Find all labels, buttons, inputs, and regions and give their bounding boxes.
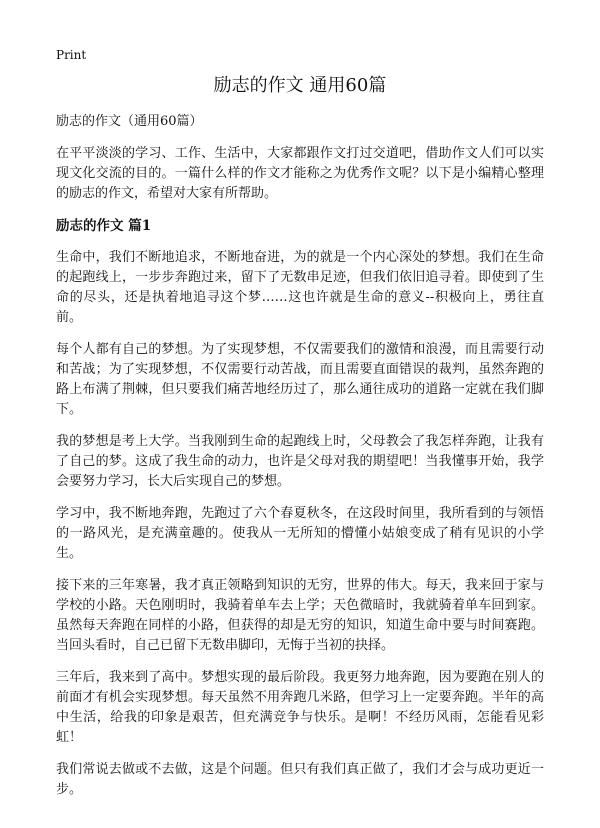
- body-paragraph: 学习中，我不断地奔跑，先跑过了六个春夏秋冬，在这段时间里，我所看到的与领悟的一路风光，是充满童趣的。使我从一无所知的懵懂小姑娘变成了稍有见识的小学生。: [56, 506, 544, 561]
- body-paragraph: 接下来的三年寒暑，我才真正领略到知识的无穷，世界的伟大。每天，我来回于家与学校的小路。天色刚明时，我骑着单车去上学；天色微暗时，我就骑着单车回到家。虽然每天奔跑在同样的小路，但获得的却是无穷的知识，知道生命中要与时间赛跑。当回头看时，自己已留下无数串脚印，无悔于当初的抉择。: [56, 578, 544, 653]
- print-link[interactable]: Print: [56, 48, 87, 62]
- body-paragraph: 每个人都有自己的梦想。为了实现梦想，不仅需要我们的激情和浪漫，而且需要行动和苦战；为了实现梦想，不仅需要行动苦战，而且需要直面错误的裁判，虽然奔跑的路上布满了荆棘，但只要我们痛苦地经历过了，那么通往成功的道路一定就在我们脚下。: [56, 342, 544, 417]
- section-heading: 励志的作文 篇1: [56, 218, 152, 234]
- body-paragraph: 我的梦想是考上大学。当我刚到生命的起跑线上时，父母教会了我怎样奔跑，让我有了自己的梦。这成了我生命的动力，也许是父母对我的期望吧！当我懂事开始，我学会要努力学习，长大后实现自己的梦想。: [56, 434, 544, 489]
- body-paragraph: 生命中，我们不断地追求，不断地奋进，为的就是一个内心深处的梦想。我们在生命的起跑线上，一步步奔跑过来，留下了无数串足迹，但我们依旧追寻着。即使到了生命的尽头，还是执着地追寻这个梦……这也许就是生命的意义--积极向上，勇往直前。: [56, 250, 544, 325]
- intro-paragraph: 在平平淡淡的学习、工作、生活中，大家都跟作文打过交道吧，借助作文人们可以实现文化交流的目的。一篇什么样的作文才能称之为优秀作文呢？以下是小编精心整理的励志的作文，希望对大家有所帮助。: [56, 146, 544, 201]
- body-paragraph: 三年后，我来到了高中。梦想实现的最后阶段。我更努力地奔跑，因为要跑在别人的前面才有机会实现梦想。每天虽然不用奔跑几米路，但学习上一定要奔跑。半年的高中生活，给我的印象是艰苦，但充满竞争与快乐。是啊！不经历风雨，怎能看见彩虹！: [56, 670, 544, 745]
- body-paragraph: 我们常说去做或不去做，这是个问题。但只有我们真正做了，我们才会与成功更近一步。: [56, 762, 544, 797]
- document-title: 励志的作文 通用60篇: [213, 75, 387, 96]
- document-subtitle: 励志的作文（通用60篇）: [56, 114, 203, 129]
